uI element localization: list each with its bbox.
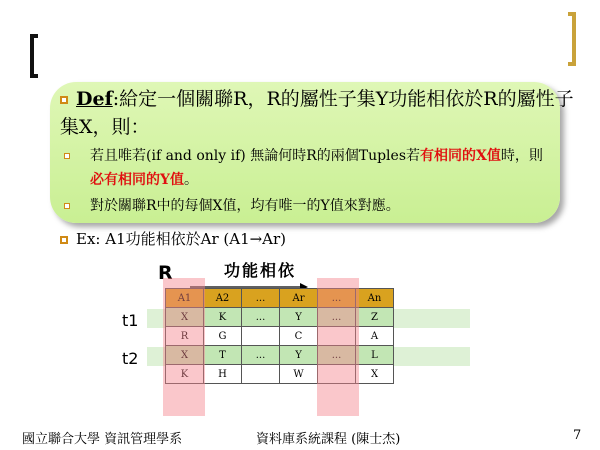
table-cell: ... (318, 308, 356, 327)
sub-point-1-line-2: 必有相同的Y值。 (90, 172, 198, 188)
table-cell: K (204, 308, 242, 327)
relation-label: R (158, 262, 173, 284)
ar-column-highlight (317, 278, 359, 416)
right-bracket-decoration (568, 12, 576, 66)
table-cell: ... (318, 346, 356, 365)
definition-line-2: 集X，則： (60, 116, 150, 138)
header-cell: An (356, 289, 394, 308)
table-cell: ... (242, 308, 280, 327)
example-line: Ex: A1功能相依於Ar (A1→Ar) (76, 230, 287, 248)
table-cell: X (166, 308, 204, 327)
highlight-same-x: 有相同的X值 (420, 148, 501, 164)
bullet-icon (60, 236, 68, 244)
table-cell (242, 365, 280, 384)
sub-bullet-icon (64, 203, 70, 209)
sub-point-1-line-1: 若且唯若(if and only if) 無論何時R的兩個Tuples若有相同的X值時，則 (90, 148, 543, 164)
footer-course: 資料庫系統課程 (陳士杰) (256, 432, 401, 447)
fd-label: 功能相依 (224, 261, 297, 280)
t1-label: t1 (122, 311, 139, 330)
table-cell: C (280, 327, 318, 346)
header-cell: ... (318, 289, 356, 308)
a1-column-highlight (163, 278, 205, 416)
table-cell: K (166, 365, 204, 384)
table-cell: G (204, 327, 242, 346)
page-number: 7 (573, 428, 582, 443)
header-cell: Ar (280, 289, 318, 308)
header-cell: ... (242, 289, 280, 308)
table-cell: Z (356, 308, 394, 327)
sub-bullet-icon (64, 153, 70, 159)
def-keyword: Def (76, 88, 113, 110)
table-cell: L (356, 346, 394, 365)
header-cell: A2 (204, 289, 242, 308)
left-bracket-decoration (30, 34, 38, 78)
table-cell: R (166, 327, 204, 346)
table-cell: Y (280, 346, 318, 365)
t2-label: t2 (122, 349, 139, 368)
table-cell: X (166, 346, 204, 365)
table-cell: H (204, 365, 242, 384)
table-cell: Y (280, 308, 318, 327)
sub-point-2: 對於關聯R中的每個X值，均有唯一的Y值來對應。 (90, 198, 400, 214)
definition-line-1 (76, 86, 574, 112)
table-cell: W (280, 365, 318, 384)
highlight-same-y: 必有相同的Y值 (90, 172, 184, 188)
def-text: :給定一個關聯R，R的屬性子集Y功能相依於R的屬性子 (112, 88, 574, 110)
table-cell: A (356, 327, 394, 346)
table-cell: T (204, 346, 242, 365)
table-cell: ... (242, 346, 280, 365)
table-cell: X (356, 365, 394, 384)
header-cell: A1 (166, 289, 204, 308)
bullet-icon (60, 96, 68, 104)
footer-institution: 國立聯合大學 資訊管理學系 (22, 432, 183, 447)
table-cell (242, 327, 280, 346)
